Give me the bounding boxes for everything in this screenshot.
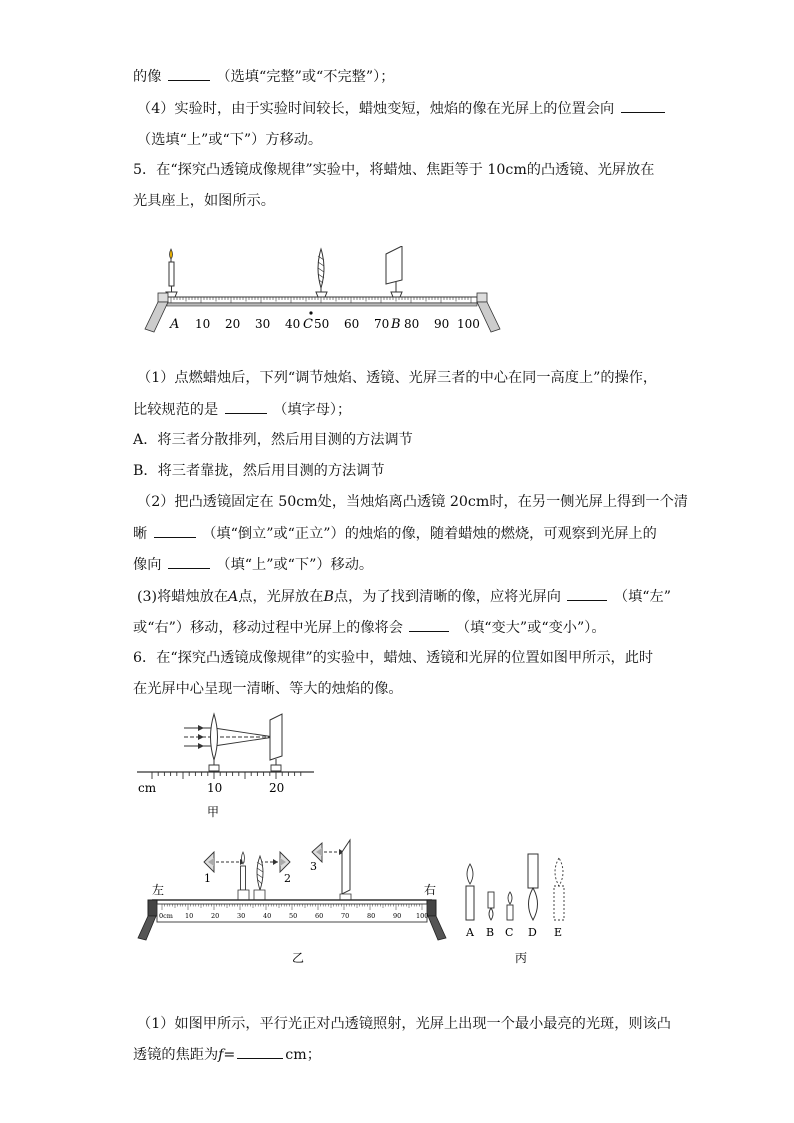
light-rays — [184, 728, 274, 746]
answer-blank[interactable] — [237, 1044, 283, 1059]
option-b: B．将三者靠拢，然后用目测的方法调节 — [133, 463, 385, 479]
tick-label: 100 — [457, 317, 480, 331]
text-line: 像向 （填“上”或“下”）移动。 — [133, 554, 373, 575]
text-line: （选填“上”或“下”）方移动。 — [137, 132, 323, 148]
image-option-c-icon — [507, 892, 513, 920]
point-b-label: B — [391, 317, 401, 332]
svg-text:10: 10 — [185, 912, 194, 920]
answer-blank[interactable] — [621, 98, 665, 113]
svg-text:1: 1 — [204, 872, 211, 885]
screen-icon — [386, 246, 402, 297]
tick-label: 60 — [344, 317, 360, 331]
answer-blank[interactable] — [409, 617, 449, 632]
text-line: 比较规范的是 （填字母）； — [133, 399, 351, 420]
tick-label: 70 — [374, 317, 390, 331]
svg-text:E: E — [554, 926, 563, 939]
svg-text:30: 30 — [237, 912, 246, 920]
svg-text:60: 60 — [315, 912, 324, 920]
svg-text:50: 50 — [289, 912, 298, 920]
option-a: A．将三者分散排列，然后用目测的方法调节 — [133, 432, 413, 448]
figure-caption: 乙 — [292, 951, 305, 965]
figure-jia — [132, 712, 322, 822]
left-label: 左 — [152, 883, 165, 897]
tick-label: 80 — [404, 317, 420, 331]
text-line: (3)将蜡烛放在A点，光屏放在B点，为了找到清晰的像，应将光屏向 （填“左” — [137, 586, 671, 607]
svg-text:A: A — [466, 926, 474, 939]
right-label: 右 — [424, 883, 437, 897]
svg-text:C: C — [505, 926, 514, 939]
svg-text:20: 20 — [211, 912, 220, 920]
screen-position-1-icon — [204, 852, 214, 872]
text-line: 光具座上，如图所示。 — [133, 193, 275, 209]
text-line: 透镜的焦距为f= cm； — [133, 1044, 321, 1065]
text-line: 或“右”）移动，移动过程中光屏上的像将会 （填“变大”或“变小”）。 — [133, 617, 606, 638]
image-option-e-icon — [554, 858, 564, 920]
lens-icon — [257, 856, 263, 890]
screen-icon — [342, 840, 350, 894]
tick-label: 20 — [225, 317, 241, 331]
svg-text:B: B — [486, 926, 495, 939]
image-option-d-icon — [528, 854, 538, 920]
lens-icon — [316, 249, 327, 297]
arrow-icon — [198, 725, 204, 749]
figure-bing — [460, 842, 580, 968]
candle-icon — [166, 249, 177, 297]
tick-label: 50 — [314, 317, 330, 331]
tick-label: 90 — [434, 317, 450, 331]
screen-position-2-icon — [280, 852, 290, 872]
tick-label: 10 — [195, 317, 211, 331]
point-a-label: A — [170, 317, 180, 332]
svg-text:0cm: 0cm — [159, 912, 173, 920]
answer-blank[interactable] — [168, 66, 210, 81]
text-line: （4）实验时，由于实验时间较长，蜡烛变短，烛焰的像在光屏上的位置会向 — [137, 98, 667, 119]
point-c-dot — [309, 311, 312, 314]
text-line: （1）点燃蜡烛后，下列“调节烛焰、透镜、光屏三者的中心在同一高度上”的操作， — [137, 370, 658, 386]
svg-text:70: 70 — [341, 912, 350, 920]
candle-icon — [241, 852, 246, 890]
svg-text:100: 100 — [416, 912, 429, 920]
answer-blank[interactable] — [154, 523, 196, 538]
svg-text:3: 3 — [310, 860, 317, 873]
text-line: （1）如图甲所示，平行光正对凸透镜照射，光屏上出现一个最小最亮的光斑，则该凸 — [137, 1016, 671, 1032]
ruler-scale — [152, 772, 301, 779]
tick-label: 30 — [255, 317, 271, 331]
question-6-text: 6．在“探究凸透镜成像规律”的实验中，蜡烛、透镜和光屏的位置如图甲所示，此时 — [133, 650, 654, 666]
svg-text:40: 40 — [263, 912, 272, 920]
unit-label: cm — [138, 781, 157, 795]
svg-text:90: 90 — [393, 912, 402, 920]
figure-yi — [132, 838, 450, 968]
text-line: 的像 （选填“完整”或“不完整”）； — [133, 66, 394, 87]
tick-label: 40 — [285, 317, 301, 331]
screen-icon — [270, 714, 282, 760]
answer-blank[interactable] — [168, 554, 210, 569]
image-option-b-icon — [488, 892, 494, 920]
tick-label: 10 — [207, 781, 223, 795]
lens-icon — [211, 714, 218, 760]
svg-text:D: D — [528, 926, 537, 939]
point-c-label: C — [303, 317, 313, 332]
image-option-a-icon — [466, 864, 474, 920]
text-line: 在光屏中心呈现一清晰、等大的烛焰的像。 — [133, 681, 403, 697]
svg-text:2: 2 — [284, 872, 291, 885]
answer-blank[interactable] — [225, 399, 267, 414]
text-line: 晰 （填“倒立”或“正立”）的烛焰的像，随着蜡烛的燃烧，可观察到光屏上的 — [133, 523, 657, 544]
answer-blank[interactable] — [567, 586, 607, 601]
question-5-text: 5．在“探究凸透镜成像规律”实验中，将蜡烛、焦距等于 10cm的凸透镜、光屏放在 — [133, 162, 655, 178]
figure-caption: 甲 — [207, 805, 220, 819]
figure-caption: 丙 — [515, 951, 528, 965]
optical-bench-figure — [140, 246, 505, 338]
tick-label: 20 — [269, 781, 285, 795]
text-line: （2）把凸透镜固定在 50cm处，当烛焰离凸透镜 20cm时，在另一侧光屏上得到一个清 — [137, 494, 688, 510]
bench-end-left — [148, 900, 157, 916]
svg-text:80: 80 — [367, 912, 376, 920]
